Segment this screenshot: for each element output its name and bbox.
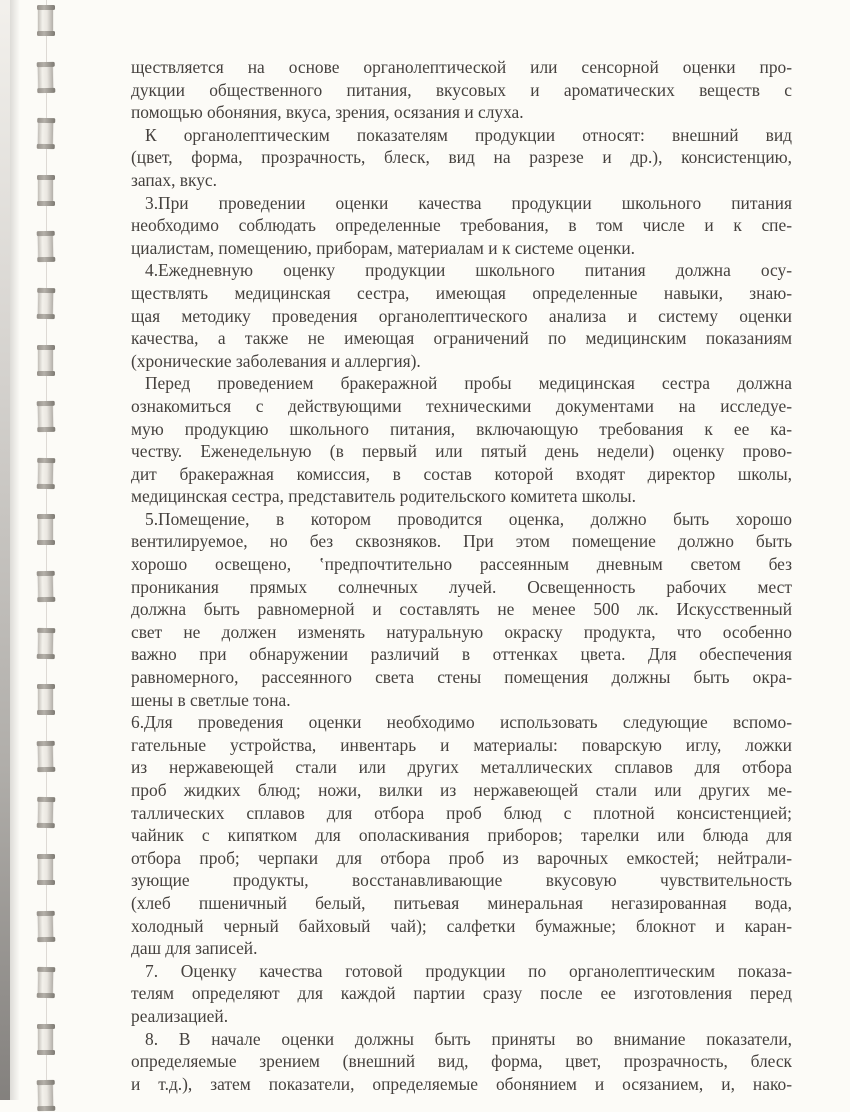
paragraph [131,1028,792,1096]
text-line: Перед проведением бракеражной пробы медицинская сестра должна [145,373,792,394]
binding-clip [38,855,53,884]
binding-clip [38,572,54,601]
paragraph [131,192,792,260]
text-line: проб жидких блюд; ножи, вилки из нержавеющей стали или других ме- [131,780,792,800]
binding-clip [38,911,54,940]
text-line: медицинская сестра, представитель родительского комитета школы. [131,486,636,507]
binding-clip [38,289,54,318]
text-line: честву. Еженедельную (в первый или пятый день недели) оценку прово- [131,441,792,462]
text-line: зующие продукты, восстанавливающие вкусовую чувствительность [131,870,792,891]
binding-clip [38,798,54,827]
text-line: необходимо соблюдать определенные требования, в том числе и к спе- [131,215,792,236]
binding-clip [38,968,54,997]
text-line: проникания прямых солнечных лучей. Освещенность рабочих мест [131,576,792,597]
binding-clip [38,119,54,148]
text-line: и т.д.), затем показатели, определяемые обонянием и осязанием, и, нако- [131,1073,792,1094]
paragraph [131,124,792,192]
spiral-binding [0,0,70,1100]
text-line: шены в светлые тона. [131,689,291,710]
text-line: дукции общественного питания, вкусовых и ароматических веществ с [131,79,792,100]
text-line: помощью обоняния, вкуса, зрения, осязания и слуха. [131,102,524,123]
paragraph [131,711,792,960]
text-line: 6.Для проведения оценки необходимо использовать следующие вспомо- [131,712,792,733]
binding-clip [38,742,54,771]
text-line: запах, вкус. [131,169,217,190]
text-line: циалистам, помещению, приборам, материалам и к системе оценки. [131,237,636,258]
binding-clip [38,1081,54,1110]
text-line: К органолептическим показателям продукции относят: внешний вид [145,124,792,145]
text-line: равномерного, рассеянного света стены помещения должны быть окра- [131,667,792,688]
paragraph [131,960,792,1028]
paragraph [131,259,792,372]
text-line: чайник с кипятком для ополаскивания приборов; тарелки или блюда для [131,825,792,846]
text-line: из нержавеющей стали или других металлических сплавов для отбора [131,757,792,778]
paragraph [131,56,792,124]
text-line: качества, а также не имеющая ограничений по медицинским показаниям [131,328,792,349]
text-line: дит бракеражная комиссия, в состав которой входят директор школы, [131,463,792,484]
text-line: 3.При проведении оценки качества продукции школьного питания [145,192,792,213]
text-line: вентилируемое, но без сквозняков. При этом помещение должно быть [131,531,792,552]
text-line: холодный черный байховый чай); салфетки бумажные; блокнот и каран- [131,915,792,936]
text-line: мую продукцию школьного питания, включающую требования к ее ка- [131,418,792,439]
document-text [131,56,792,1095]
text-line: гательные устройства, инвентарь и материалы: поварскую иглу, ложки [131,734,792,755]
binding-clip [38,402,54,431]
text-line: свет не должен изменять натуральную окраску продукта, что особенно [131,621,792,642]
text-line: ществляется на основе органолептической или сенсорной оценки про- [131,57,792,77]
text-line: (хлеб пшеничный белый, питьевая минеральная негазированная вода, [131,892,792,913]
binding-clip [38,1025,53,1054]
text-line: отбора проб; черпаки для отбора проб из варочных емкостей; нейтрали- [131,847,792,868]
text-line: определяемые зрением (внешний вид, форма, цвет, прозрачность, блеск [131,1051,792,1072]
text-line: 7. Оценку качества готовой продукции по органолептическим показа- [145,960,792,981]
binding-clip [38,62,54,91]
text-line: ознакомиться с действующими техническими документами на исследуе- [131,395,792,416]
text-line: (цвет, форма, прозрачность, блеск, вид на разрезе и др.), консистенцию, [131,147,792,168]
text-line: важно при обнаружении различий в оттенках цвета. Для обеспечения [131,644,792,665]
text-line: щая методику проведения органолептического анализа и систему оценки [131,305,792,326]
text-line: ществлять медицинская сестра, имеющая определенные навыки, знаю- [131,282,792,303]
binding-clip [38,628,54,657]
text-line: таллических сплавов для отбора проб блюд с плотной консистенцией; [131,802,792,823]
paragraph [131,372,792,508]
binding-clip [38,232,54,261]
binding-clip [38,459,54,488]
binding-clip [38,176,53,205]
text-line: телям определяют для каждой партии сразу после ее изготовления перед [131,983,792,1004]
binding-clip [38,346,53,375]
binding-clip [38,515,53,544]
text-line: (хронические заболевания и аллергия). [131,350,421,371]
paragraph [131,508,792,711]
text-line: 8. В начале оценки должны быть приняты во внимание показатели, [145,1028,792,1049]
text-line: реализацией. [131,1005,229,1026]
text-line: даш для записей. [131,938,258,959]
text-line: хорошо освещено, ‛предпочтительно рассеянным дневным светом без [131,554,792,575]
binding-clip [38,685,53,714]
binding-clip [38,6,53,35]
text-line: 4.Ежедневную оценку продукции школьного питания должна осу- [145,260,792,281]
text-line: должна быть равномерной и составлять не менее 500 лк. Искусственный [131,599,792,620]
text-line: 5.Помещение, в котором проводится оценка, должно быть хорошо [145,508,792,529]
